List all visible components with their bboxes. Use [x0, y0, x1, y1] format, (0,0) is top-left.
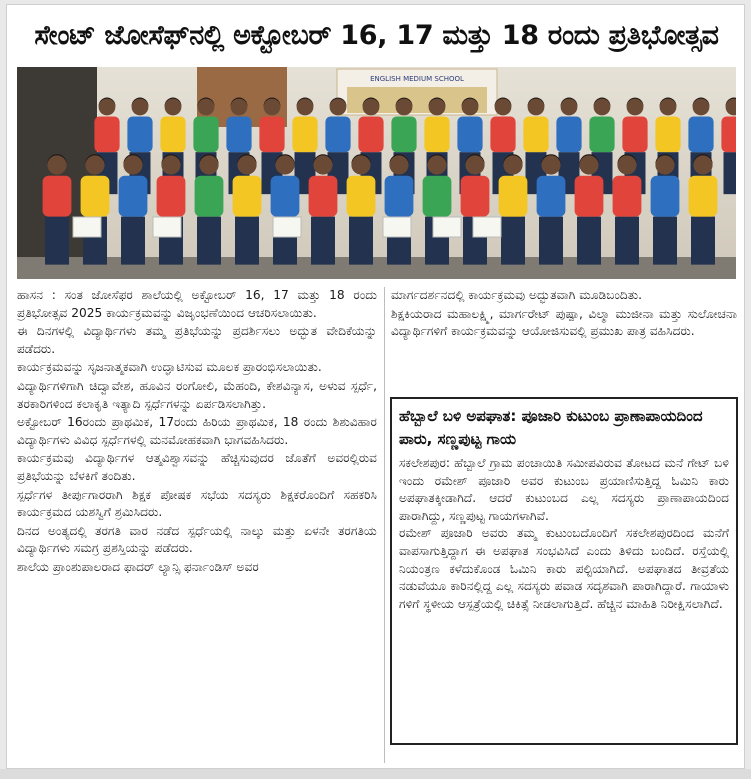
article-paragraph: ಸ್ಪರ್ಧೆಗಳ ತೀರ್ಪುಗಾರರಾಗಿ ಶಿಕ್ಷಕ ಪೋಷಕ ಸಭೆಯ ಸದಸ್ಯರು ಶಿಕ್ಷಕರೊಂದಿಗೆ ಸಹಕರಿಸಿ ಕಾರ್ಯಕ್ರಮದ ಯಶಸ್ವಿಗೆ ಶ್ರಮಿಸಿದರು. [17, 487, 377, 520]
article-paragraph: ಹಾಸನ : ಸಂತ ಜೋಸೆಫರ ಶಾಲೆಯಲ್ಲಿ ಅಕ್ಟೋಬರ್ 16, 17 ಮತ್ತು 18 ರಂದು ಪ್ರತಿಭೋತ್ಸವ 2025 ಕಾರ್ಯಕ್ರಮವನ್ನು ವಿಜೃಂಭಣೆಯಿಂದ ಆಚರಿಸಲಾಯಿತು. [17, 288, 377, 320]
column-divider [384, 287, 385, 763]
group-photo-illustration [17, 67, 736, 279]
article-paragraph: ವಿದ್ಯಾರ್ಥಿಗಳಿಗಾಗಿ ಚಿದ್ವಾವೇಶ, ಹೂವಿನ ರಂಗೋಲಿ, ಮೆಹಂದಿ, ಕೇಶವಿನ್ಯಾಸ, ಅಳುವ ಸ್ಪರ್ಧೆ, ತರಕಾರಿಗಳಿಂದ ಕಲಾಕೃತಿ ಇತ್ಯಾದಿ ಸ್ಪರ್ಧೆಗಳನ್ನು ಏರ್ಪಡಿಸಲಾಗಿತ್ತು. [17, 378, 377, 411]
certificate [473, 217, 501, 237]
boxed-story-title: ಹೆಬ್ಬಾಲೆ ಬಳಿ ಅಪಘಾತ: ಪೂಜಾರಿ ಕುಟುಂಬ ಪ್ರಾಣಾಪಾಯದಿಂದ ಪಾರು, ಸಣ್ಣಪುಟ್ಟ ಗಾಯ [399, 407, 703, 448]
certificate [433, 217, 461, 237]
article-paragraph: ಮಾರ್ಗದರ್ಶನದಲ್ಲಿ ಕಾರ್ಯಕ್ರಮವು ಅದ್ಭುತವಾಗಿ ಮೂಡಿಬಂದಿತು. [391, 288, 643, 302]
article-paragraph: ಕಾರ್ಯಕ್ರಮವನ್ನು ಸೃಜನಾತ್ಮಕವಾಗಿ ಉದ್ಘಾಟಿಸುವ ಮೂಲಕ ಪ್ರಾರಂಭಿಸಲಾಯಿತು. [17, 360, 322, 375]
certificate [383, 217, 411, 237]
newspaper-clipping [6, 4, 745, 769]
certificate [73, 217, 101, 237]
boxed-story-paragraph: ಸಕಲೇಶಪುರ: ಹೆಬ್ಬಾಲೆ ಗ್ರಾಮ ಪಂಚಾಯಿತಿ ಸಮೀಪವಿರುವ ತೋಟದ ಮನೆ ಗೇಟ್ ಬಳಿ ಇಂದು ರಮೇಶ್ ಪೂಜಾರಿ ಅವರ ಕುಟುಂಬ ಪ್ರಯಾಣಿಸುತ್ತಿದ್ದ ಓಮಿನಿ ಕಾರು ಅಪಘಾತಕ್ಕೀಡಾಗಿದೆ. ಆದರೆ ಕುಟುಂಬದ ಎಲ್ಲ ಸದಸ್ಯರು ಪ್ರಾಣಾಪಾಯದಿಂದ ಪಾರಾಗಿದ್ದು, ಸಣ್ಣಪುಟ್ಟ ಗಾಯಗಳಾಗಿವೆ. [399, 456, 729, 523]
article-paragraph: ಶಿಕ್ಷಕಿಯರಾದ ಮಹಾಲಕ್ಷ್ಮಿ, ಮಾರ್ಗರೇಟ್ ಪುಷ್ಪಾ, ವಿಲ್ಮಾ ಮುಜೀನಾ ಮತ್ತು ಸುಲೋಚನಾ ವಿದ್ಯಾರ್ಥಿಗಳಿಗೆ ಕಾರ್ಯಕ್ರಮವನ್ನು ಆಯೋಜಿಸುವಲ್ಲಿ ಪ್ರಮುಖ ಪಾತ್ರ ವಹಿಸಿದರು. [391, 306, 737, 339]
certificate [273, 217, 301, 237]
headline: ಸೇಂಟ್ ಜೋಸೆಫ್‌ನಲ್ಲಿ ಅಕ್ಟೋಬರ್ 16, 17 ಮತ್ತು 18 ರಂದು ಪ್ರತಿಭೋತ್ಸವ [34, 20, 719, 51]
article-paragraph: ಶಾಲೆಯ ಪ್ರಾಂಶುಪಾಲರಾದ ಫಾದರ್ ಲ್ಯಾನ್ಸಿ ಫರ್ನಾಂಡಿಸ್ ಅವರ [17, 559, 259, 574]
article-right-column [391, 287, 737, 342]
boxed-news-story [390, 397, 738, 745]
article-paragraph: ಕಾರ್ಯಕ್ರಮವು ವಿದ್ಯಾರ್ಥಿಗಳ ಆತ್ಮವಿಶ್ವಾಸವನ್ನು ಹೆಚ್ಚಿಸುವುದರ ಜೊತೆಗೆ ಅವರಲ್ಲಿರುವ ಪ್ರತಿಭೆಯನ್ನು ಬೆಳಕಿಗೆ ತಂದಿತು. [17, 451, 377, 483]
boxed-story-paragraph: ರಮೇಶ್ ಪೂಜಾರಿ ಅವರು ತಮ್ಮ ಕುಟುಂಬದೊಂದಿಗೆ ಸಕಲೇಶಪುರದಿಂದ ಮನೆಗೆ ವಾಪಸಾಗುತ್ತಿದ್ದಾಗ ಈ ಅಪಘಾತ ಸಂಭವಿಸಿದೆ ಎಂದು ತಿಳಿದು ಬಂದಿದೆ. ರಸ್ತೆಯಲ್ಲಿ ನಿಯಂತ್ರಣ ಕಳೆದುಕೊಂಡ ಓಮಿನಿ ಕಾರು ಪಲ್ಟಿಯಾಗಿದೆ. ಅಪಘಾತದ ತೀವ್ರತೆಯ ನಡುವೆಯೂ ಕಾರಿನಲ್ಲಿದ್ದ ಎಲ್ಲ ಸದಸ್ಯರು ಪವಾಡ ಸದೃಶವಾಗಿ ಪಾರಾಗಿದ್ದಾರೆ. ಗಾಯಾಳು ಗಳಿಗೆ ಸ್ಥಳೀಯ ಆಸ್ಪತ್ರೆಯಲ್ಲಿ ಚಿಕಿತ್ಸೆ ನೀಡಲಾಗುತ್ತಿದೆ. ಹೆಚ್ಚಿನ ಮಾಹಿತಿ ನಿರೀಕ್ಷಿಸಲಾಗಿದೆ. [399, 526, 729, 611]
group-photo [17, 67, 736, 279]
page-bottom-edge [0, 769, 751, 779]
article-left-column [17, 287, 377, 763]
article-paragraph: ದಿನದ ಅಂತ್ಯದಲ್ಲಿ ತರಗತಿ ವಾರ ನಡೆದ ಸ್ಪರ್ಧೆಯಲ್ಲಿ ನಾಲ್ಕು ಮತ್ತು ಏಳನೇ ತರಗತಿಯ ವಿದ್ಯಾರ್ಥಿಗಳು ಸಮಗ್ರ ಪ್ರಶಸ್ತಿಯನ್ನು ಪಡೆದರು. [17, 523, 377, 556]
article-paragraph: ಈ ದಿನಗಳಲ್ಲಿ ವಿದ್ಯಾರ್ಥಿಗಳು ತಮ್ಮ ಪ್ರತಿಭೆಯನ್ನು ಪ್ರದರ್ಶಿಸಲು ಅದ್ಭುತ ವೇದಿಕೆಯನ್ನು ಪಡೆದರು. [17, 324, 377, 356]
boxed-story-body [399, 455, 729, 613]
certificate [153, 217, 181, 237]
banner-text: ENGLISH MEDIUM SCHOOL [370, 75, 464, 83]
article-paragraph: ಅಕ್ಟೋಬರ್ 16ರಂದು ಪ್ರಾಥಮಿಕ, 17ರಂದು ಹಿರಿಯ ಪ್ರಾಥಮಿಕ, 18 ರಂದು ಶಿಶುವಿಹಾರ ವಿದ್ಯಾರ್ಥಿಗಳು ವಿವಿಧ ಸ್ಪರ್ಧೆಗಳಲ್ಲಿ ಮನಮೋಹಕವಾಗಿ ಭಾಗವಹಿಸಿದರು. [17, 415, 377, 447]
